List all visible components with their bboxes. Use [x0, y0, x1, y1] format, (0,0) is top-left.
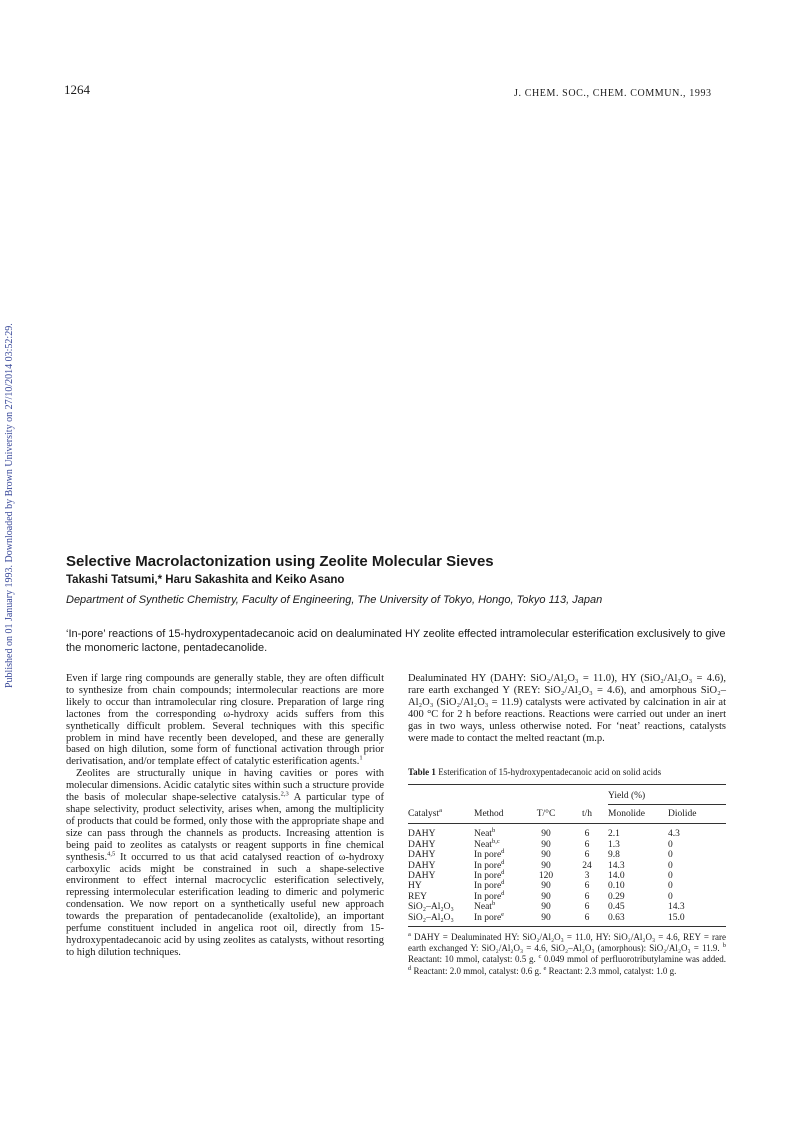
footnote-text: Reactant: 2.0 mmol, catalyst: 0.6 g.	[411, 965, 542, 976]
table-row	[408, 881, 726, 891]
cell-catalyst: DAHY	[408, 870, 436, 881]
cell-monolide: 0.45	[608, 902, 625, 913]
cell-diolide: 0	[668, 860, 673, 871]
cell-diolide: 0	[668, 870, 673, 881]
cell-method: In pore$^d$	[474, 858, 505, 871]
cell-temp: 90	[541, 850, 551, 861]
table-row	[408, 892, 726, 902]
cell-method: In pore$^e$	[474, 913, 526, 927]
cell-catalyst: DAHY	[408, 860, 436, 871]
col-diolide: Diolide	[668, 805, 726, 824]
cell-time: 6	[584, 891, 590, 902]
cell-diolide: 4.3	[668, 829, 680, 840]
footnote-mark: c	[538, 953, 542, 961]
cell-temp: 90	[541, 860, 551, 871]
footnote-mark: a	[408, 931, 411, 938]
cell-monolide: 0.63	[608, 913, 668, 927]
cell-diolide: 0	[668, 839, 673, 850]
table-row	[408, 871, 726, 881]
cell-diolide: 14.3	[668, 902, 685, 913]
cell-method: Neat$^b$	[474, 827, 496, 840]
watermark-text: Published on 01 January 1993. Downloaded by Brown University on 27/10/2014 03:52:29.	[4, 323, 15, 688]
footnote-text: 0.049 mmol of perfluorotributylamine was added.	[541, 954, 726, 965]
col-catalyst: Catalyst$^a$	[408, 805, 474, 824]
cell-time: 6	[584, 881, 590, 892]
cell-catalyst: DAHY	[408, 839, 436, 850]
footnote-mark: d	[408, 964, 412, 972]
cell-catalyst: SiO₂–Al₂O₃	[408, 913, 474, 927]
footnote-mark: e	[543, 964, 547, 972]
paragraph-1: Even if large ring compounds are generally stable, they are often difficult to synthesize from chain compounds; intermolecular reactions are more likely to occur than intramolecular ring closure. Preparation of large ring lactones from the corresponding ω-hydroxy acids suffers from this synthetically difficult problem. Several techniques with this specific problem in mind have recently been developed, and these are generally based on high dilution, some form of functional activation through prior derivatisation, and/or template effect of catalytic esterification agents.$^1$	[66, 673, 384, 768]
cell-monolide: 9.8	[608, 850, 620, 861]
cell-method: In pore$^d$	[474, 879, 505, 892]
cell-monolide: 0.29	[608, 891, 625, 902]
cell-monolide: 14.0	[608, 870, 625, 881]
footnote-text: DAHY = Dealuminated HY: SiO₂/Al₂O₃ = 11.0, HY: SiO₂/Al₂O₃ = 4.6, REY = rare earth exchanged Y: SiO₂/Al₂O₃ = 4.6, SiO₂–Al₂O₃ (amorphous): SiO₂/Al₂O₃ = 11.9.	[408, 932, 726, 954]
cell-monolide: 14.3	[608, 860, 625, 871]
article-abstract: ‘In-pore’ reactions of 15-hydroxypentadecanoic acid on dealuminated HY zeolite effected intramolecular esterification exclusively to give the monomeric lactone, pentadecanolide.	[66, 628, 726, 654]
cell-temp: 90	[541, 902, 551, 913]
cell-time: 6	[584, 850, 590, 861]
cell-catalyst: DAHY	[408, 850, 436, 861]
col-time: t/h	[566, 805, 608, 824]
cell-time: 3	[584, 870, 590, 881]
cell-time: 6	[584, 829, 590, 840]
cell-time: 24	[582, 860, 592, 871]
cell-catalyst: SiO₂–Al₂O₃	[408, 902, 454, 913]
footnote-mark: b	[722, 942, 726, 950]
right-column-text: Dealuminated HY (DAHY: SiO₂/Al₂O₃ = 11.0), HY (SiO₂/Al₂O₃ = 4.6), rare earth exchanged Y (REY: SiO₂/Al₂O₃ = 4.6), and amorphous SiO₂–Al₂O₃ (SiO₂/Al₂O₃ = 11.9) catalysts were activated by calcination in air at 400 °C for 2 h before reactions. Reactions were carried out under an inert gas in two ways, unless otherwise noted. For ‘neat’ reactions, catalysts were made to contact the melted reactant (m.p.	[408, 673, 726, 744]
cell-diolide: 0	[668, 891, 673, 902]
cell-temp: 90	[541, 829, 551, 840]
cell-diolide: 0	[668, 850, 673, 861]
cell-monolide: 1.3	[608, 839, 620, 850]
cell-temp: 90	[541, 891, 551, 902]
col-temp: T/°C	[526, 805, 566, 824]
cell-temp: 90	[526, 913, 566, 927]
table-row	[408, 913, 726, 927]
cell-catalyst: REY	[408, 891, 427, 902]
page-number: 1264	[64, 82, 90, 97]
table-row	[408, 824, 726, 840]
cell-monolide: 0.10	[608, 881, 625, 892]
col-monolide: Monolide	[608, 805, 668, 824]
footnote-text: Reactant: 2.3 mmol, catalyst: 1.0 g.	[546, 965, 677, 976]
cell-time: 6	[584, 839, 590, 850]
results-table	[408, 784, 726, 927]
table-row	[408, 861, 726, 871]
table-footnotes	[408, 932, 726, 977]
table-caption: Table 1 Esterification of 15-hydroxypentadecanoic acid on solid acids	[408, 767, 662, 777]
cell-time: 6	[584, 902, 590, 913]
cell-time: 6	[566, 913, 608, 927]
table-row	[408, 902, 726, 912]
cell-temp: 90	[541, 839, 551, 850]
table-row	[408, 850, 726, 860]
cell-diolide: 15.0	[668, 913, 726, 927]
article-authors: Takashi Tatsumi,* Haru Sakashita and Keiko Asano	[66, 574, 345, 586]
cell-monolide: 2.1	[608, 829, 620, 840]
yield-header: Yield (%)	[608, 791, 726, 805]
cell-method: In pore$^d$	[474, 868, 505, 881]
table-row	[408, 840, 726, 850]
cell-method: In pore$^d$	[474, 847, 505, 861]
cell-temp: 120	[538, 870, 554, 881]
cell-method: Neat$^b$	[474, 900, 496, 913]
running-header: J. CHEM. SOC., CHEM. COMMUN., 1993	[514, 88, 712, 99]
cell-method: In pore$^d$	[474, 889, 505, 902]
download-watermark	[2, 268, 18, 688]
article-title: Selective Macrolactonization using Zeolite Molecular Sieves	[66, 553, 494, 570]
cell-catalyst: DAHY	[408, 829, 436, 840]
col-method: Method	[474, 805, 526, 824]
cell-catalyst: HY	[408, 881, 422, 892]
footnote-text: Reactant: 10 mmol, catalyst: 0.5 g.	[408, 954, 536, 965]
cell-temp: 90	[541, 881, 551, 892]
cell-method: Neat$^{b,c}$	[474, 837, 500, 850]
paragraph-2: Zeolites are structurally unique in having cavities or pores with molecular dimensions. Acidic catalytic sites within such a structure provide the basis of molecular shape-selective catalysis.$^{2,3}$ A particular type of shape selectivity, product selectivity, arises when, among the multiplicity of products that could be formed, only those with the appropriate shape and size can pass through the channels as products. Increasing attention is being paid to zeolites as catalysts or reagent supports in fine chemical synthesis.$^{4,5}$ It occurred to us that acid catalysed reaction of ω-hydroxy carboxylic acids might be constrained in such a shape-selective environment to effect internal macrocyclic esterification selectively, repressing intermolecular esterification leading to dimeric and polymeric condensation. We now report on a synthetically useful new approach towards the preparation of pentadecanolide (exaltolide), an important perfume constituent included in angelica root oil, directly from 15-hydroxypentadecanoic acid by using zeolites as catalysts, without resorting to high dilution techniques.	[66, 768, 384, 958]
cell-diolide: 0	[668, 881, 673, 892]
left-column-text	[66, 673, 384, 959]
article-affiliation: Department of Synthetic Chemistry, Faculty of Engineering, The University of Tokyo, Hongo, Tokyo 113, Japan	[66, 594, 603, 606]
